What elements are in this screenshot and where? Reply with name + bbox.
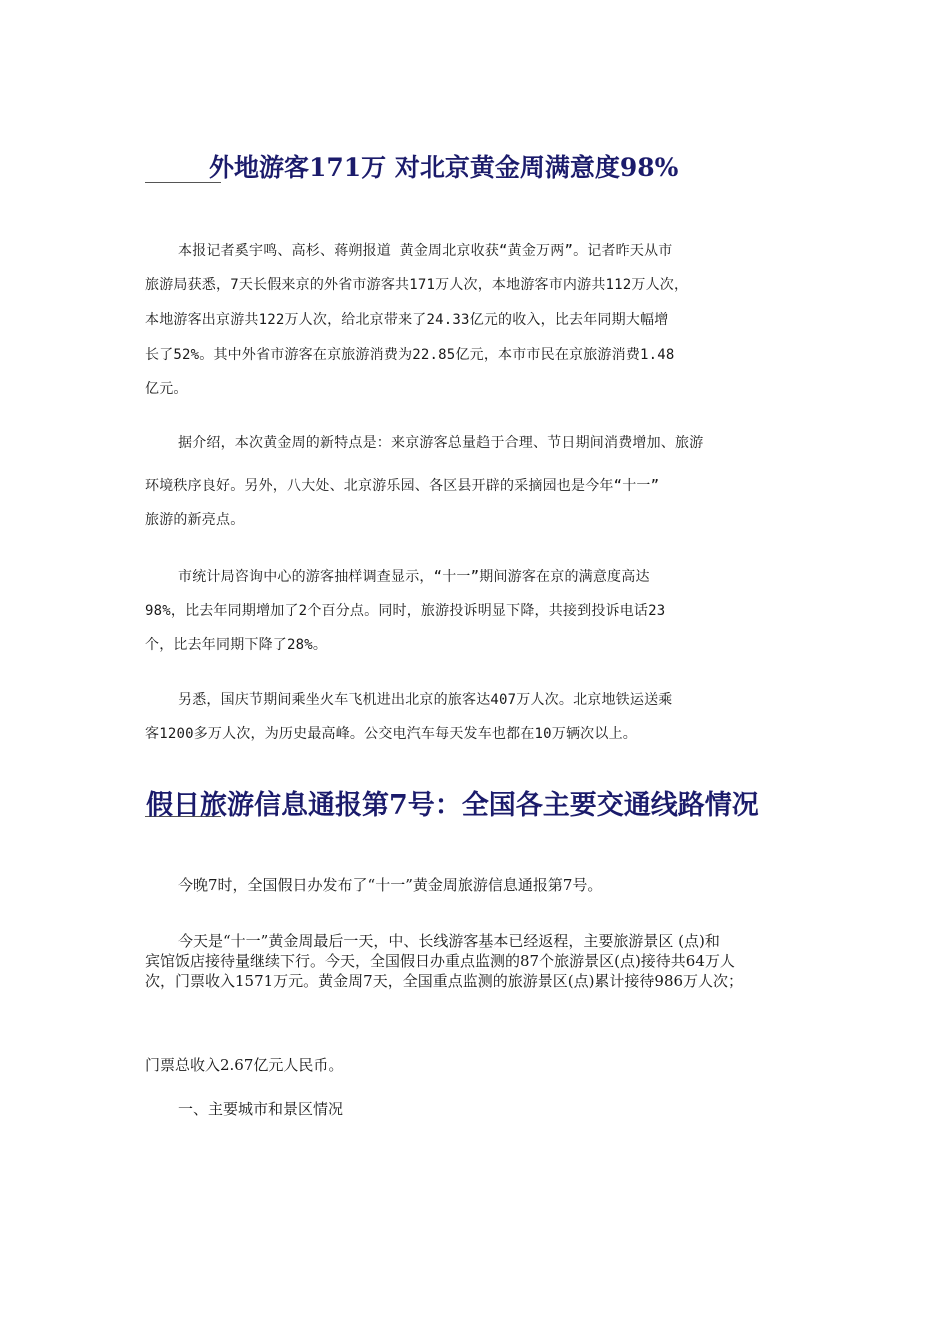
paragraph-line: 长了52%。其中外省市游客在京旅游消费为22.85亿元，本市市民在京旅游消费1.48 [145, 347, 675, 363]
paragraph-line: 另悉，国庆节期间乘坐火车飞机进出北京的旅客达407万人次。北京地铁运送乘 [178, 692, 673, 708]
paragraph-line: 98%，比去年同期增加了2个百分点。同时，旅游投诉明显下降，共接到投诉电话23 [145, 603, 666, 619]
paragraph-line: 客1200多万人次，为历史最高峰。公交电汽车每天发车也都在10万辆次以上。 [145, 726, 637, 742]
paragraph-line: 旅游的新亮点。 [145, 512, 245, 528]
paragraph-line: 门票总收入2.67亿元人民币。 [145, 1056, 344, 1074]
section-heading: 一、主要城市和景区情况 [178, 1100, 344, 1118]
paragraph-line: 据介绍，本次黄金周的新特点是：来京游客总量趋于合理、节日期间消费增加、旅游 [178, 435, 704, 451]
paragraph-line: 环境秩序良好。另外，八大处、北京游乐园、各区县开辟的采摘园也是今年“十一” [145, 478, 660, 494]
article-title: 假日旅游信息通报第7号：全国各主要交通线路情况 [146, 790, 759, 821]
paragraph-line: 本地游客出京游共122万人次，给北京带来了24.33亿元的收入，比去年同期大幅增 [145, 312, 669, 328]
paragraph-line: 亿元。 [145, 381, 188, 397]
paragraph-line: 今晚7时，全国假日办发布了“十一”黄金周旅游信息通报第7号。 [178, 876, 603, 894]
paragraph-line: 个，比去年同期下降了28%。 [145, 637, 328, 653]
paragraph-line: 旅游局获悉，7天长假来京的外省市游客共171万人次，本地游客市内游共112万人次， [145, 277, 689, 293]
paragraph-line: 市统计局咨询中心的游客抽样调查显示，“十一”期间游客在京的满意度高达 [178, 569, 650, 585]
paragraph-line: 今天是“十一”黄金周最后一天，中、长线游客基本已经返程，主要旅游景区 (点)和 [178, 932, 720, 950]
paragraph-line: 宾馆饭店接待量继续下行。今天，全国假日办重点监测的87个旅游景区(点)接待共64万人 [145, 952, 735, 970]
paragraph-line: 本报记者奚宇鸣、高杉、蒋朔报道 黄金周北京收获“黄金万两”。记者昨天从市 [178, 243, 673, 259]
paragraph-line: 次，门票收入1571万元。黄金周7天，全国重点监测的旅游景区(点)累计接待986万人次； [145, 972, 744, 990]
article-title: 外地游客171万 对北京黄金周满意度98% [209, 153, 679, 182]
